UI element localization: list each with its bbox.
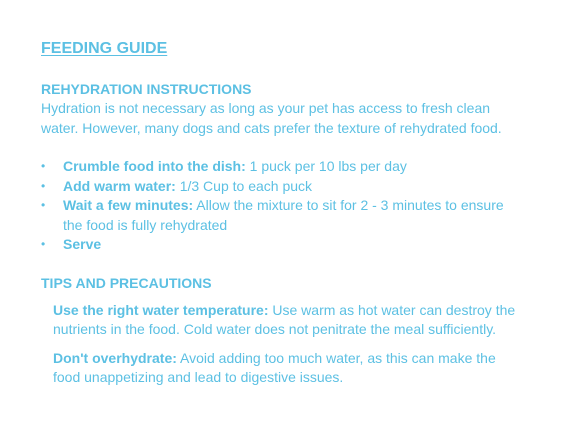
list-item <box>41 196 521 235</box>
bullet-icon: • <box>41 237 46 251</box>
rehydration-heading: REHYDRATION INSTRUCTIONS <box>41 81 252 97</box>
bullet-icon: • <box>41 198 46 212</box>
bullet-icon: • <box>41 178 46 193</box>
tip-item <box>53 301 521 340</box>
step-label: Crumble food into the dish: <box>63 158 246 174</box>
page-title: FEEDING GUIDE <box>41 40 168 57</box>
step-label: Serve <box>63 236 102 252</box>
tip-label: Use the right water temperature: <box>53 301 269 318</box>
list-item <box>41 157 521 177</box>
list-item <box>41 235 521 255</box>
step-text: 1/3 Cup to each puck <box>175 177 313 194</box>
tip-text: Avoid adding too much water, as this can make the food unappetizing and lead to digestive issues. <box>53 349 496 385</box>
step-text: Allow the mixture to sit for 2 - 3 minutes to ensure the food is fully rehydrated <box>63 197 504 233</box>
list-item <box>41 177 521 197</box>
bullet-icon: • <box>41 159 46 173</box>
tip-label: Don't overhydrate: <box>53 349 177 366</box>
tip-text: Use warm as hot water can destroy the nutrients in the food. Cold water does not penitrate the meal sufficiently. <box>53 301 516 337</box>
rehydration-intro: Hydration is not necessary as long as your pet has access to fresh clean water. However, many dogs and cats prefer the texture of rehydrated food. <box>41 100 502 136</box>
step-text: 1 puck per 10 lbs per day <box>245 158 407 174</box>
step-label: Wait a few minutes: <box>63 197 194 213</box>
step-label: Add warm water: <box>63 177 176 194</box>
rehydration-steps-list <box>41 157 521 255</box>
tips-heading: TIPS AND PRECAUTIONS <box>41 274 212 291</box>
tip-item <box>53 349 521 388</box>
